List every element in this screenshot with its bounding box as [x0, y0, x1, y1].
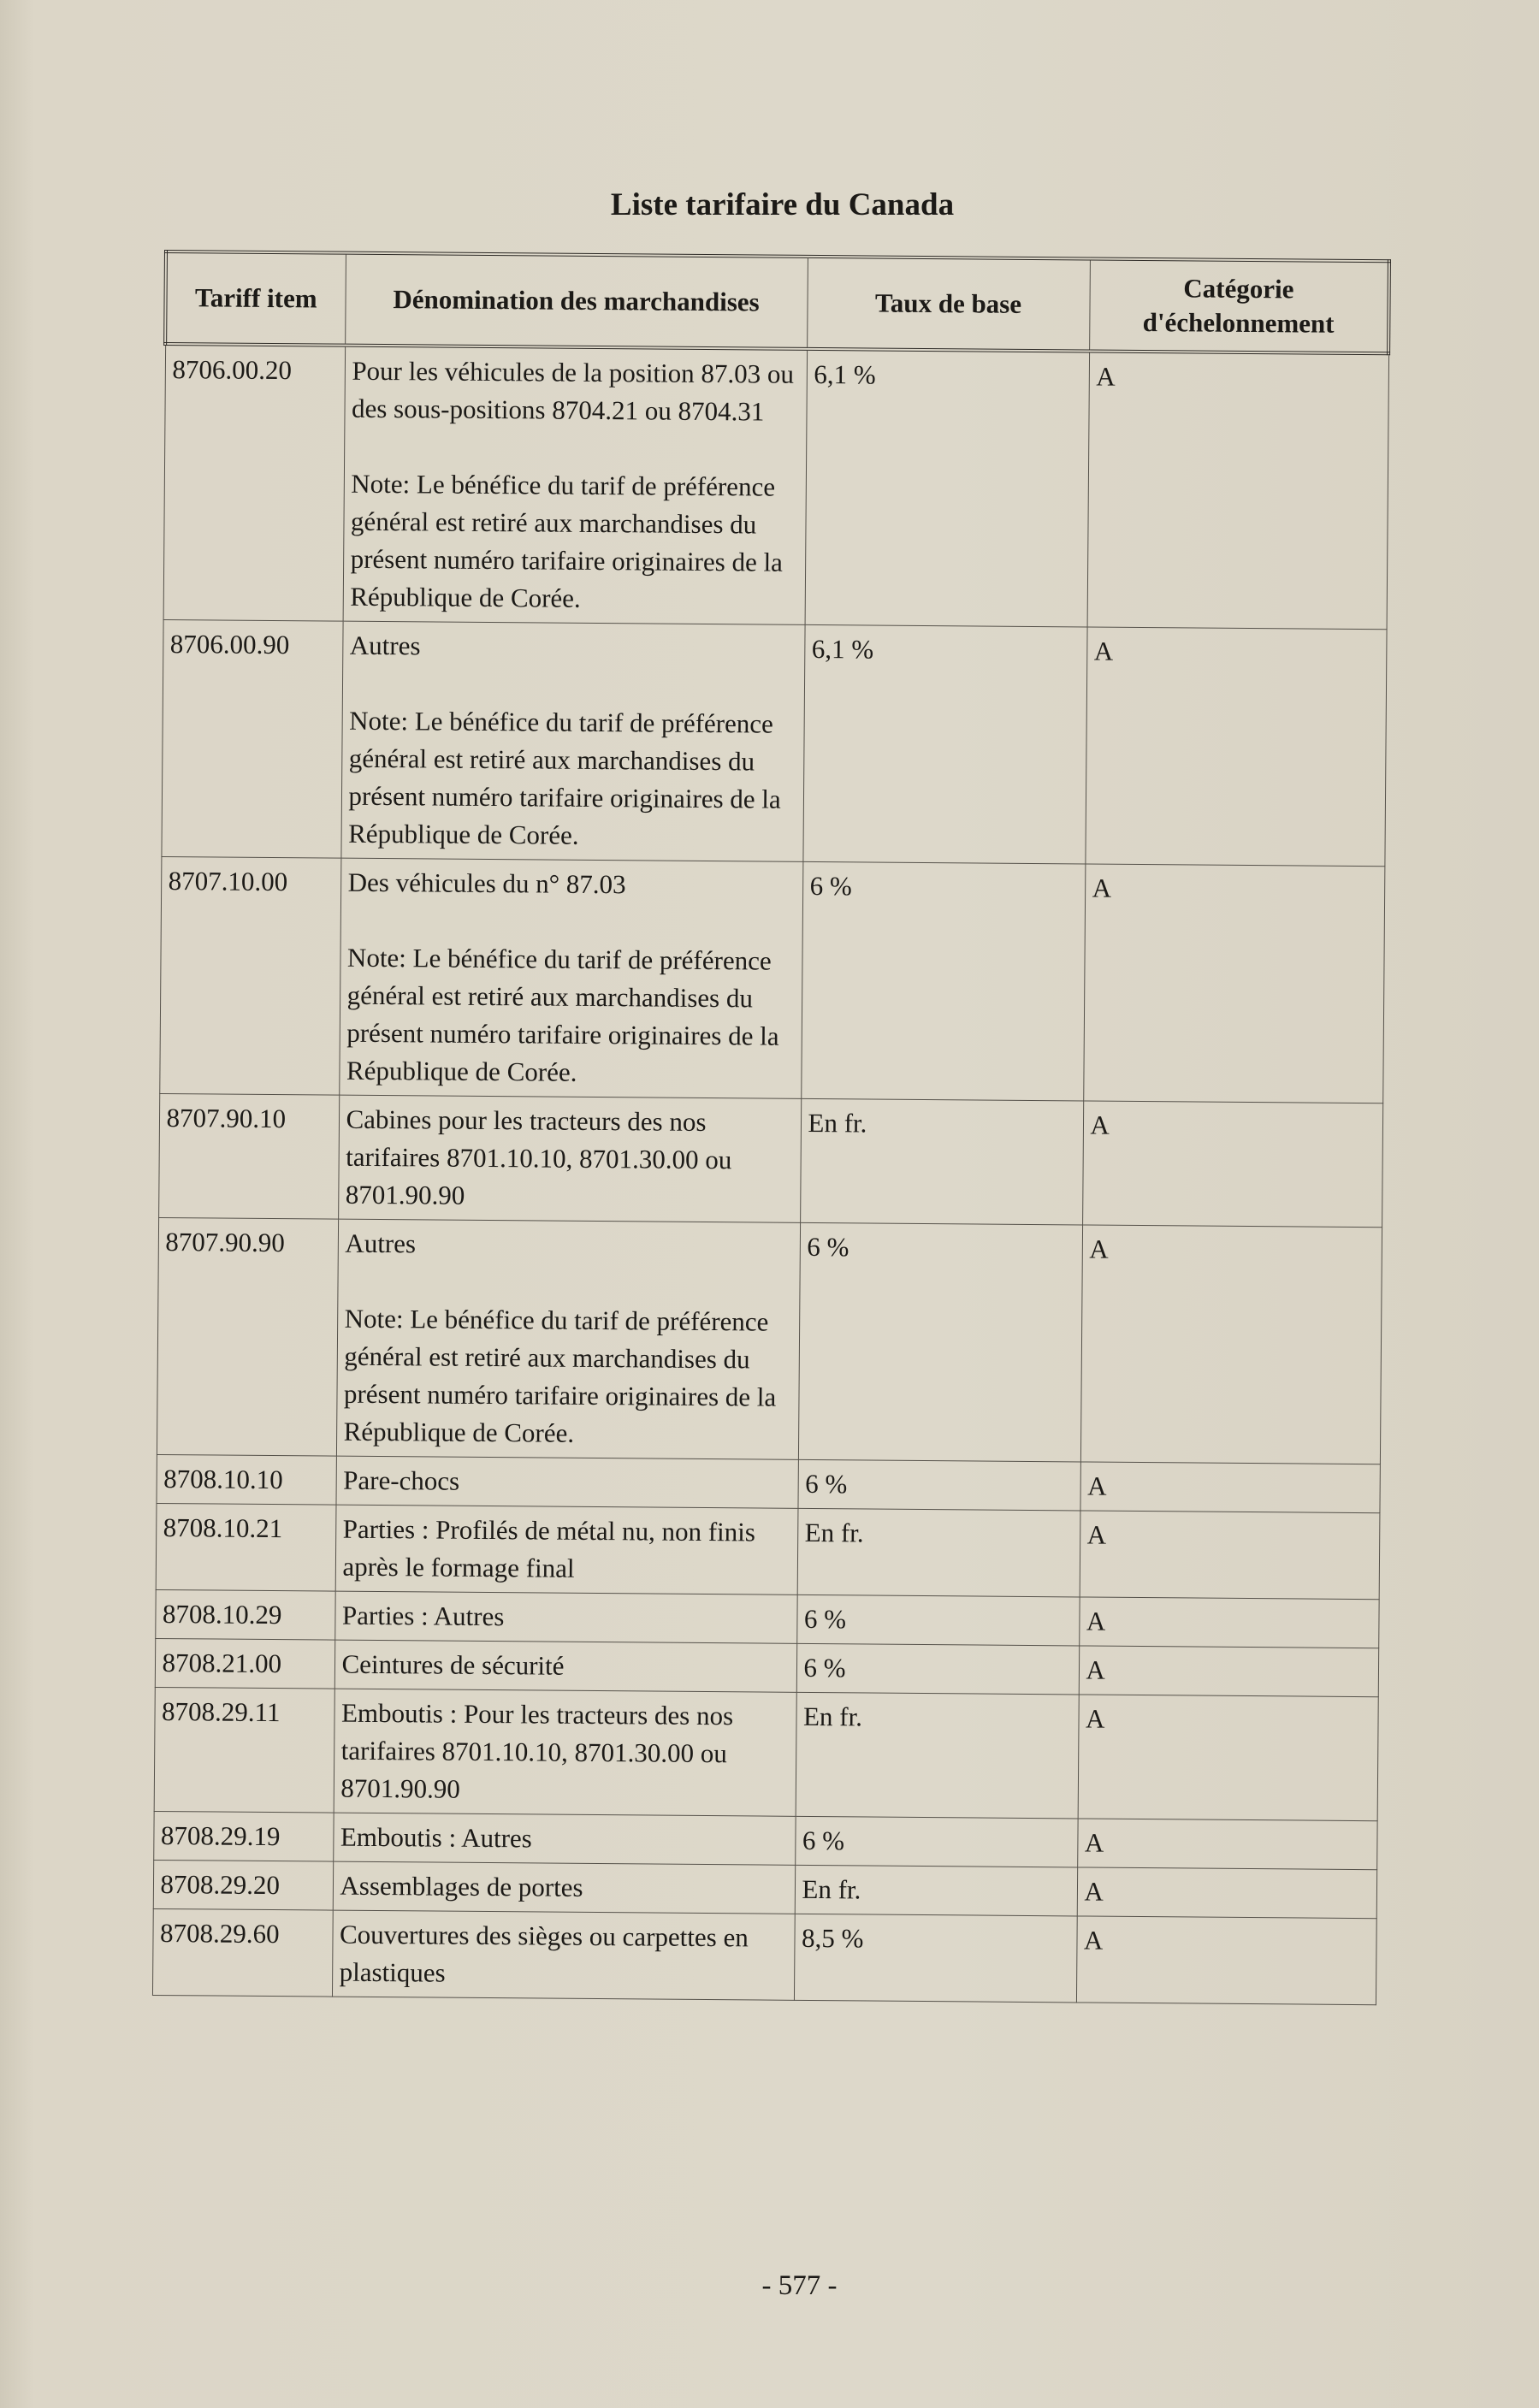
description-cell: [338, 1095, 801, 1222]
table-row: [156, 1503, 1380, 1599]
description-text: Parties : Autres: [341, 1600, 505, 1632]
table-row: [158, 1093, 1382, 1227]
description-text: Des véhicules du n° 87.03: [347, 867, 626, 900]
base-rate-cell: 6 %: [797, 1459, 1080, 1511]
tariff-table-wrapper: [151, 250, 1388, 2005]
base-rate-cell: 6,1 %: [805, 349, 1090, 627]
base-rate-cell: 6,1 %: [802, 624, 1086, 864]
gpt-note-text: Note: Le bénéfice du tarif de préférence général est retiré aux marchandises du présent numéro tarifaire originaires de la République de Corée.: [350, 468, 784, 613]
tariff-item-cell: 8708.10.10: [156, 1454, 335, 1505]
staging-category-cell: A: [1078, 1695, 1378, 1821]
page-number: - 577 -: [761, 2270, 838, 2301]
tariff-item-cell: 8708.10.21: [156, 1503, 336, 1591]
table-row: [161, 620, 1386, 867]
staging-category-cell: A: [1083, 864, 1384, 1103]
base-rate-cell: 6 %: [796, 1594, 1079, 1646]
column-header-tariff-item: Tariff item: [165, 251, 346, 346]
table-row: [154, 1687, 1378, 1820]
staging-category-cell: A: [1076, 1916, 1376, 2005]
base-rate-cell: En fr.: [795, 1865, 1077, 1916]
gpt-note-text: Note: Le bénéfice du tarif de préférence général est retiré aux marchandises du présent numéro tarifaire originaires de la République de Corée.: [346, 942, 779, 1087]
staging-category-cell: A: [1080, 1511, 1380, 1600]
description-text: Ceintures de sécurité: [341, 1648, 565, 1681]
base-rate-cell: 6 %: [801, 861, 1085, 1101]
description-cell: [334, 1689, 796, 1816]
staging-category-cell: A: [1082, 1101, 1382, 1228]
description-cell: [334, 1640, 796, 1692]
table-header-row: [165, 251, 1389, 353]
description-cell: [340, 621, 804, 861]
tariff-item-cell: 8708.29.60: [152, 1908, 333, 1997]
tariff-item-cell: 8707.90.10: [158, 1093, 339, 1219]
tariff-item-cell: 8708.29.19: [153, 1811, 333, 1861]
table-row: [157, 1217, 1382, 1464]
base-rate-cell: En fr.: [797, 1508, 1080, 1597]
base-rate-cell: 6 %: [798, 1222, 1082, 1462]
tariff-item-cell: 8707.10.00: [159, 856, 340, 1095]
base-rate-cell: En fr.: [800, 1098, 1083, 1225]
page-title: Liste tarifaire du Canada: [610, 187, 955, 222]
staging-category-cell: A: [1077, 1867, 1376, 1919]
base-rate-cell: 6 %: [796, 1643, 1079, 1695]
tariff-item-cell: 8708.21.00: [155, 1638, 334, 1689]
staging-category-cell: A: [1077, 1819, 1376, 1870]
column-header-staging-category: Catégorie d'échelonnement: [1089, 258, 1389, 353]
table-row: [163, 344, 1388, 630]
base-rate-cell: En fr.: [796, 1692, 1079, 1819]
staging-category-cell: A: [1079, 1646, 1378, 1697]
description-text: Assemblages de portes: [340, 1870, 583, 1902]
description-cell: [332, 1910, 795, 2000]
description-text: Autres: [345, 1228, 417, 1259]
base-rate-cell: 6 %: [795, 1816, 1077, 1867]
description-cell: [335, 1456, 797, 1508]
description-cell: [334, 1591, 796, 1643]
staging-category-cell: A: [1080, 1225, 1382, 1464]
description-text: Emboutis : Autres: [340, 1821, 532, 1854]
description-cell: [343, 346, 808, 625]
base-rate-cell: 8,5 %: [794, 1914, 1077, 2003]
tariff-item-cell: 8706.00.20: [163, 344, 346, 621]
description-cell: [333, 1813, 795, 1865]
staging-category-cell: A: [1085, 627, 1386, 867]
staging-category-cell: A: [1087, 351, 1389, 629]
tariff-item-cell: 8708.29.20: [153, 1860, 333, 1910]
staging-category-cell: A: [1080, 1462, 1379, 1513]
column-header-base-rate: Taux de base: [807, 257, 1090, 352]
column-header-description: Dénomination des marchandises: [345, 253, 808, 349]
description-cell: [339, 858, 802, 1098]
gpt-note-text: Note: Le bénéfice du tarif de préférence général est retiré aux marchandises du présent numéro tarifaire originaires de la République de Corée.: [343, 1303, 777, 1448]
gpt-note-text: Note: Le bénéfice du tarif de préférence général est retiré aux marchandises du présent numéro tarifaire originaires de la République de Corée.: [348, 705, 781, 850]
tariff-item-cell: 8707.90.90: [157, 1217, 338, 1456]
tariff-item-cell: 8706.00.90: [161, 620, 342, 859]
description-text: Parties : Profilés de métal nu, non finis après le formage final: [342, 1513, 756, 1583]
description-text: Pare-chocs: [343, 1464, 460, 1496]
description-text: Autres: [349, 630, 421, 661]
description-text: Pour les véhicules de la position 87.03 ou des sous-positions 8704.21 ou 8704.31: [351, 355, 795, 427]
tariff-table-body: [152, 344, 1388, 2005]
description-cell: [333, 1861, 795, 1914]
tariff-item-cell: 8708.29.11: [154, 1687, 334, 1813]
description-cell: [335, 1505, 798, 1594]
tariff-table: [151, 250, 1391, 2005]
table-row: [152, 1908, 1376, 2004]
tariff-item-cell: 8708.10.29: [155, 1589, 334, 1640]
description-text: Cabines pour les tracteurs des nos tarifaires 8701.10.10, 8701.30.00 ou 8701.90.90: [345, 1103, 732, 1210]
table-row: [159, 856, 1384, 1103]
staging-category-cell: A: [1079, 1597, 1378, 1648]
description-text: Couvertures des sièges ou carpettes en plastiques: [339, 1919, 749, 1988]
description-cell: [336, 1219, 800, 1459]
description-text: Emboutis : Pour les tracteurs des nos tarifaires 8701.10.10, 8701.30.00 ou 8701.90.90: [340, 1697, 734, 1804]
